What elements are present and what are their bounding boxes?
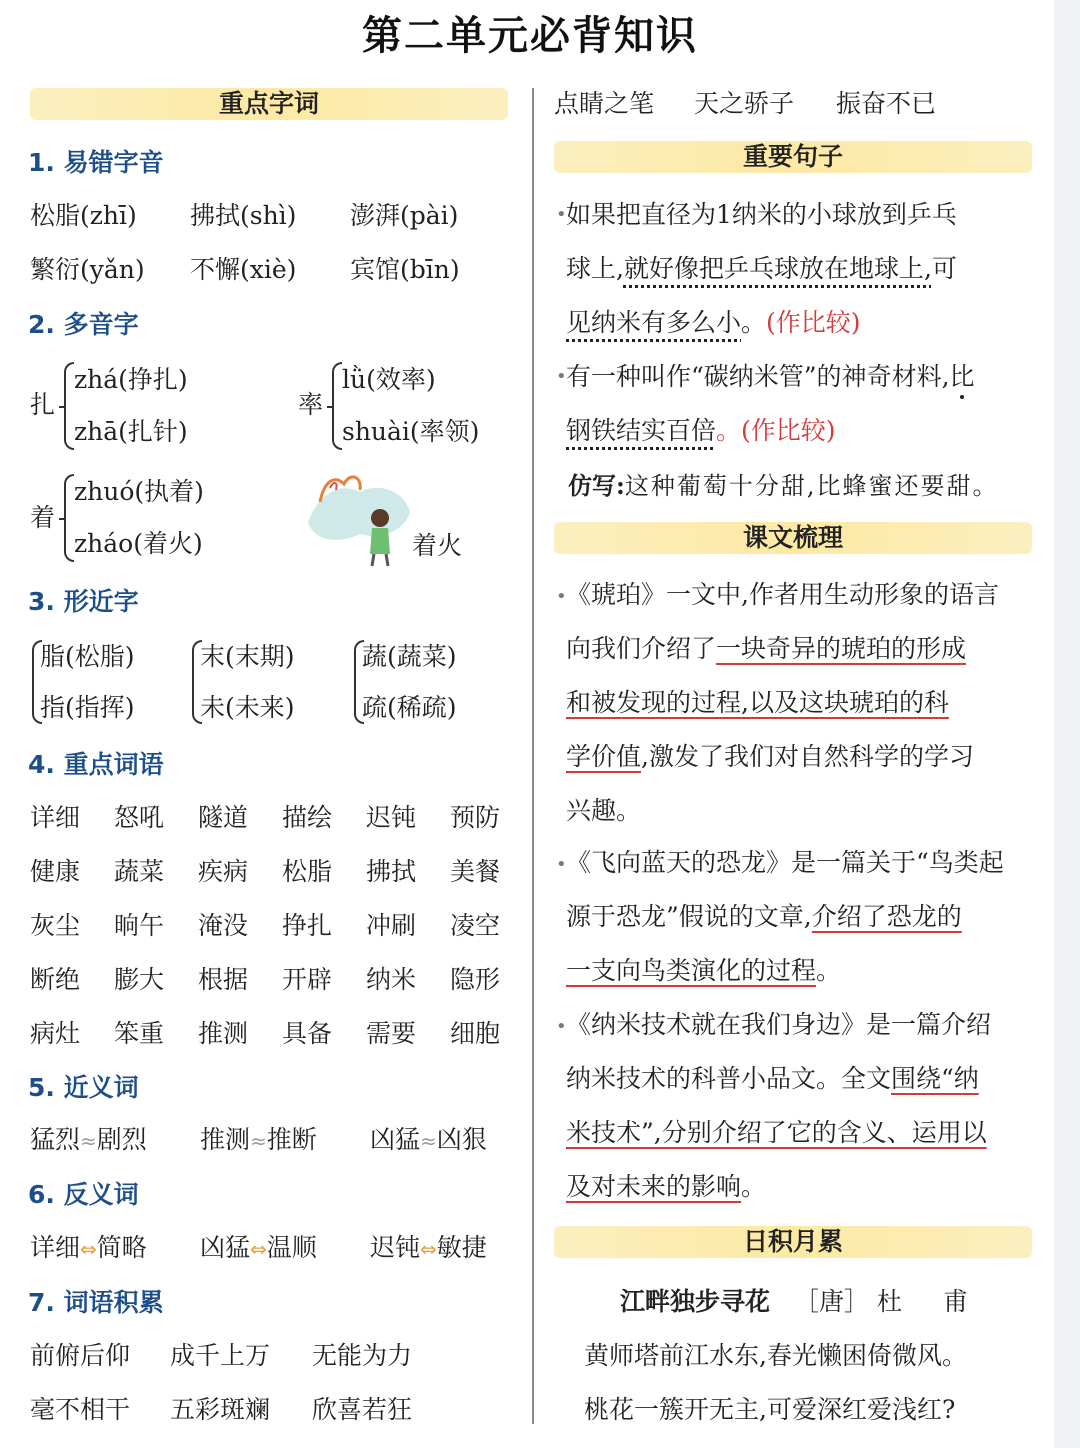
page-title: 第二单元必背知识 — [362, 13, 698, 59]
imitation-sentence: 仿写:这种葡萄十分甜,比蜂蜜还要甜。 — [568, 471, 999, 500]
vocab-word: 疾病 — [198, 857, 249, 886]
poem-header — [620, 1282, 976, 1318]
key-sentence-1: 如果把直径为1纳米的小球放到乒乓 球上,就好像把乒乓球放在地球上,可 见纳米有多么小。(作比较) — [566, 200, 957, 337]
vocab-word: 隐形 — [450, 965, 501, 994]
synonym-pair: 推测≈推断 — [200, 1125, 317, 1154]
idiom-item: 欣喜若狂 — [312, 1395, 413, 1424]
vocab-word: 凌空 — [450, 911, 501, 940]
banner-text-summary: 课文梳理 — [554, 522, 1032, 554]
fire-illustration — [300, 462, 420, 572]
vocab-word: 细胞 — [450, 1019, 501, 1048]
polyphone-reading: lǜ(效率) — [342, 365, 436, 394]
section-heading-polyphones: 2. 多音字 — [28, 310, 139, 339]
vocab-word: 膨大 — [114, 965, 165, 994]
pronunciation-item: 不懈(xiè) — [190, 255, 297, 284]
section-heading-synonyms: 5. 近义词 — [28, 1073, 139, 1102]
vocab-word: 具备 — [282, 1019, 333, 1048]
synonym-pair: 凶猛≈凶狠 — [370, 1125, 487, 1154]
polyphone-char: 扎 — [30, 390, 56, 419]
top-word: 振奋不已 — [836, 89, 937, 118]
brace-icon — [332, 362, 342, 450]
pronunciation-item: 宾馆(bīn) — [350, 255, 460, 284]
summary-amber: 《琥珀》一文中,作者用生动形象的语言 向我们介绍了一块奇异的琥珀的形成 和被发现的过程,以及这块琥珀的科 学价值,激发了我们对自然科学的学习 兴趣。 — [566, 580, 999, 825]
brace-icon — [64, 474, 74, 562]
top-word: 点睛之笔 — [554, 89, 655, 118]
page-edge — [1054, 0, 1080, 1448]
section-heading-antonyms: 6. 反义词 — [28, 1180, 139, 1209]
similar-char-item: 指(指挥) — [40, 693, 135, 722]
summary-dinosaur: 《飞向蓝天的恐龙》是一篇关于“鸟类起 源于恐龙”假说的文章,介绍了恐龙的 一支向鸟类演化的过程。 — [566, 848, 1004, 985]
similar-char-item: 脂(松脂) — [40, 642, 135, 671]
pronunciation-item: 澎湃(pài) — [350, 201, 459, 230]
vocab-word: 详细 — [30, 803, 81, 832]
brace-icon — [64, 362, 74, 450]
similar-char-item: 未(未来) — [200, 693, 295, 722]
column-divider — [532, 88, 534, 1424]
vocab-word: 需要 — [366, 1019, 417, 1048]
vocab-word: 推测 — [198, 1019, 249, 1048]
poem-line: 桃花一簇开无主,可爱深红爱浅红? — [584, 1395, 956, 1424]
polyphone-char: 率 — [298, 390, 324, 419]
poem-line: 黄师塔前江水东,春光懒困倚微风。 — [584, 1341, 967, 1370]
similar-char-item: 蔬(蔬菜) — [362, 642, 457, 671]
antonym-pair: 凶猛⇔温顺 — [200, 1233, 317, 1262]
vocab-word: 隧道 — [198, 803, 249, 832]
illustration-caption: 着火 — [412, 531, 463, 560]
banner-daily-accumulation: 日积月累 — [554, 1226, 1032, 1258]
polyphone-reading: zhá(挣扎) — [74, 365, 188, 394]
vocab-word: 迟钝 — [366, 803, 417, 832]
idiom-item: 成千上万 — [170, 1341, 271, 1370]
vocab-word: 开辟 — [282, 965, 333, 994]
vocab-word: 怒吼 — [114, 803, 165, 832]
banner-key-words: 重点字词 — [30, 88, 508, 120]
pronunciation-item: 拂拭(shì) — [190, 201, 297, 230]
pronunciation-item: 繁衍(yǎn) — [30, 255, 145, 284]
vocab-word: 断绝 — [30, 965, 81, 994]
poem-author: 杜 甫 — [877, 1287, 977, 1316]
vocab-word: 淹没 — [198, 911, 249, 940]
vocab-word: 松脂 — [282, 857, 333, 886]
bullet-icon: • — [556, 366, 567, 387]
bullet-icon: • — [556, 1016, 567, 1037]
vocab-word: 纳米 — [366, 965, 417, 994]
bullet-icon: • — [556, 204, 567, 225]
idiom-item: 无能为力 — [312, 1341, 413, 1370]
banner-key-sentences: 重要句子 — [554, 141, 1032, 173]
poem-dynasty: ［唐］ — [794, 1287, 870, 1316]
vocab-word: 冲刷 — [366, 911, 417, 940]
vocab-word: 病灶 — [30, 1019, 81, 1048]
idiom-item: 五彩斑斓 — [170, 1395, 271, 1424]
vocab-word: 描绘 — [282, 803, 333, 832]
antonym-pair: 迟钝⇔敏捷 — [370, 1233, 487, 1262]
poem-title: 江畔独步寻花 — [620, 1287, 771, 1316]
summary-nanotech: 《纳米技术就在我们身边》是一篇介绍 纳米技术的科普小品文。全文围绕“纳 米技术”,分别介绍了它的含义、运用以 及对未来的影响。 — [566, 1010, 992, 1201]
vocab-word: 拂拭 — [366, 857, 417, 886]
section-heading-idioms: 7. 词语积累 — [28, 1288, 164, 1317]
vocab-word: 预防 — [450, 803, 501, 832]
vocab-word: 根据 — [198, 965, 249, 994]
similar-char-item: 疏(稀疏) — [362, 693, 457, 722]
similar-char-item: 末(末期) — [200, 642, 295, 671]
polyphone-reading: zhā(扎针) — [74, 417, 188, 446]
polyphone-char: 着 — [30, 503, 56, 532]
pronunciation-item: 松脂(zhī) — [30, 201, 137, 230]
section-heading-pronunciation: 1. 易错字音 — [28, 148, 164, 177]
key-sentence-2: 有一种叫作“碳纳米管”的神奇材料,比 钢铁结实百倍。(作比较) — [566, 362, 975, 445]
vocab-word: 灰尘 — [30, 911, 81, 940]
vocab-word: 美餐 — [450, 857, 501, 886]
top-word: 天之骄子 — [694, 89, 795, 118]
vocab-word: 笨重 — [114, 1019, 165, 1048]
vocab-word: 挣扎 — [282, 911, 333, 940]
bullet-icon: • — [556, 854, 567, 875]
polyphone-reading: zháo(着火) — [74, 529, 203, 558]
idiom-item: 毫不相干 — [30, 1395, 131, 1424]
vocab-word: 蔬菜 — [114, 857, 165, 886]
vocab-word: 晌午 — [114, 911, 165, 940]
polyphone-reading: shuài(率领) — [342, 417, 480, 446]
polyphone-reading: zhuó(执着) — [74, 477, 204, 506]
bullet-icon: • — [556, 586, 567, 607]
vocab-word: 健康 — [30, 857, 81, 886]
idiom-item: 前俯后仰 — [30, 1341, 131, 1370]
section-heading-key-vocab: 4. 重点词语 — [28, 750, 164, 779]
antonym-pair: 详细⇔简略 — [30, 1233, 147, 1262]
synonym-pair: 猛烈≈剧烈 — [30, 1125, 147, 1154]
section-heading-similar-chars: 3. 形近字 — [28, 587, 139, 616]
